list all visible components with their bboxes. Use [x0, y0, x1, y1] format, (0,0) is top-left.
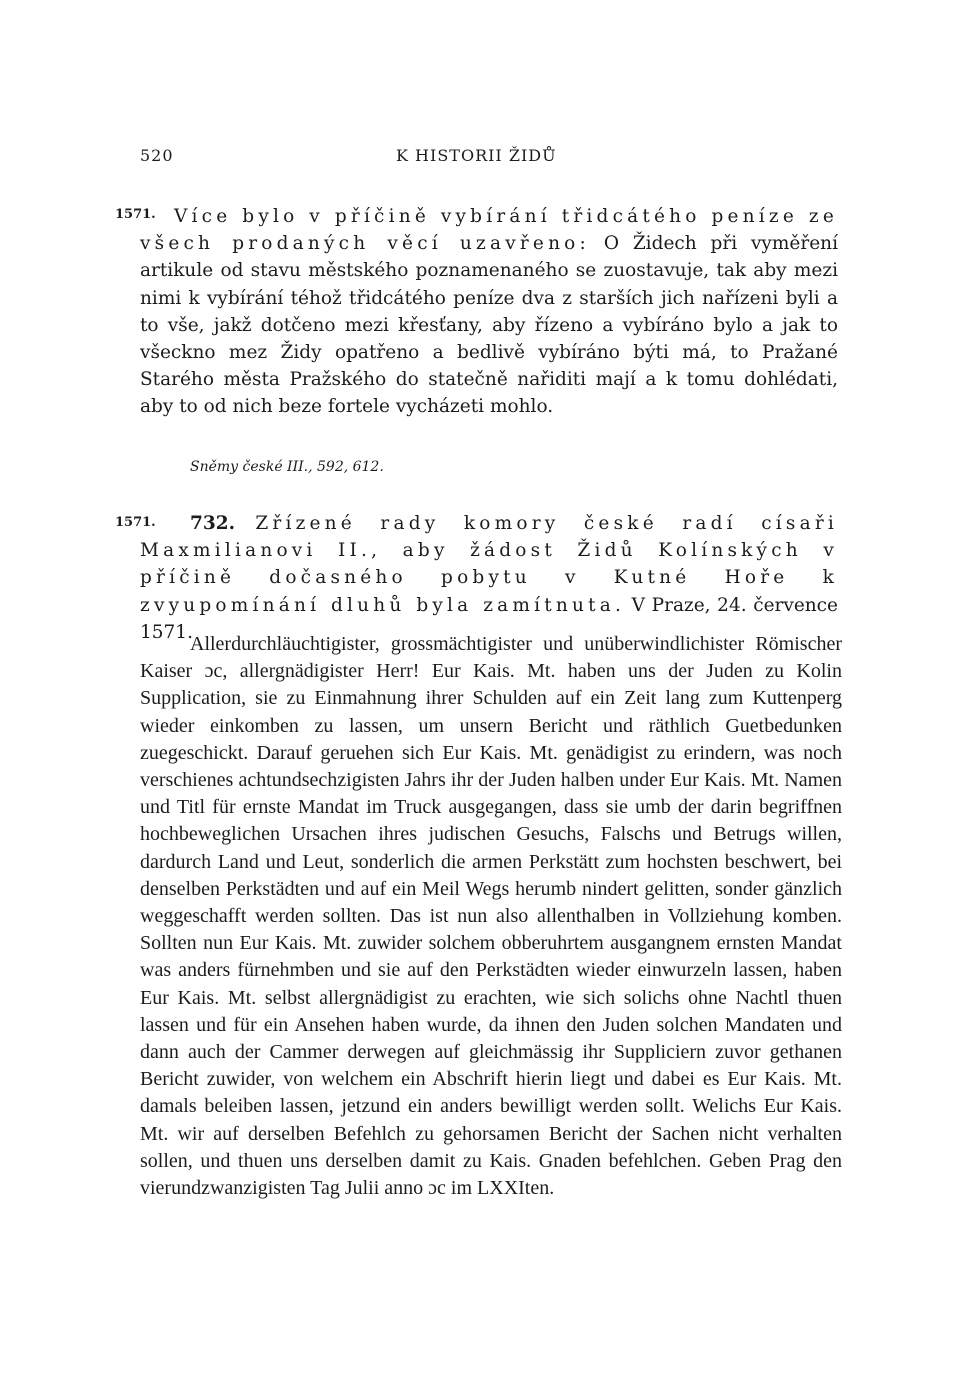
entry1-text: O Židech při vyměření artikule od stavu městského poznamenaného se zuostavuje, tak aby mezi nimi k vybírání téhož třidcátého peníze dva z starších jich nařízeni byli a to vše, jakž dotčeno mezi křesťany, aby řízeno a vybíráno bylo a jak to všeckno mez Židy opatřeno a bedlivě vybíráno býti má, to Pražané Starého města Pražského do statečně nařiditi mají a k tomu dohlédati, aby to od nich beze fortele vycházeti mohlo.: [140, 233, 838, 418]
entry1-body: [140, 203, 838, 421]
running-title: K HISTORII ŽIDŮ: [396, 146, 557, 165]
entry2-date: V Praze, 24. července 1571.: [140, 594, 838, 643]
entry1-spaced-text: Více bylo v příčině vybírání třidcátého peníze ze všech prodaných věcí uzavřeno:: [140, 206, 838, 255]
entry2-year: 1571.: [115, 515, 156, 530]
entry2-heading: [140, 510, 838, 646]
entry2-spaced-title: Zřízené rady komory české radí císaři Maxmilianovi II., aby žádost Židů Kolínských v příčině dočasného pobytu v Kutné Hoře k zvyupomínání dluhů byla zamítnuta.: [140, 513, 838, 616]
entry2-number: 732.: [190, 513, 236, 534]
letter-body: Allerdurchläuchtigister, grossmächtigister und unüberwindlichister Römischer Kaiser ɔc, allergnädigister Herr! Eur Kais. Mt. haben uns der Juden zu Kolin Supplication, sie zu Einmahnung ihrer Schulden auf ein Zeit lang zum Kuttenperg wieder einkomben zu lassen, um unsern Bericht und räthlich Guetbedunken zuegeschickt. Darauf geruehen sich Eur Kais. Mt. genädigist zu erindern, was noch verschienes achtundsechzigisten Jahrs ihr der Juden halben under Eur Kais. Mt. Namen und Titl für ernste Mandat im Truck ausgegangen, dass sie umb der darin begriffnen hochbeweglichen Ursachen ihres judischen Gesuchs, Falschs und Betrugs willen, dardurch Land und Leut, sonderlich die armen Perkstätt zum hochsten beschwert, bei denselben Perkstädten und auf ein Meil Wegs herumb nindert gelitten, sonder gänzlich weggeschafft werden sollten. Das ist nun also allenthalben in Vollziehung komben. Sollten nun Eur Kais. Mt. zuwider solchem obberuhrtem ausgangnem ernsten Mandat was anders fürnehmben und sie auf den Perkstädten wieder einwurzeln lassen, haben Eur Kais. Mt. selbst allergnädigist zu erachten, wie sich solichs ohne Nachtl thuen lassen und für ein Ansehen haben wurde, da ihnen den Juden solchen Mandaten und dann auch der Cammer derwegen auf gleichmässig ihr Suppliciern zuvor gethanen Bericht zuwider, von welchem ein Abschrift hierin liegt und dabei es Eur Kais. Mt. damals beleiben lassen, jetzund ein anders bewilligt werden sollt. Welichs Eur Kais. Mt. wir auf derselben Befehlch zu gehorsamen Bericht der Sachen nicht verhalten sollen, und thuen uns derselben damit zu Kais. Gnaden befehlchen. Geben Prag den vierundzwanzigisten Tag Julii anno ɔc im LXXIten.: [140, 633, 842, 1200]
page-number: 520: [140, 146, 174, 165]
entry1-source: Sněmy české III., 592, 612.: [190, 459, 384, 475]
page-header: [0, 146, 960, 170]
entry1-year: 1571.: [115, 207, 156, 222]
